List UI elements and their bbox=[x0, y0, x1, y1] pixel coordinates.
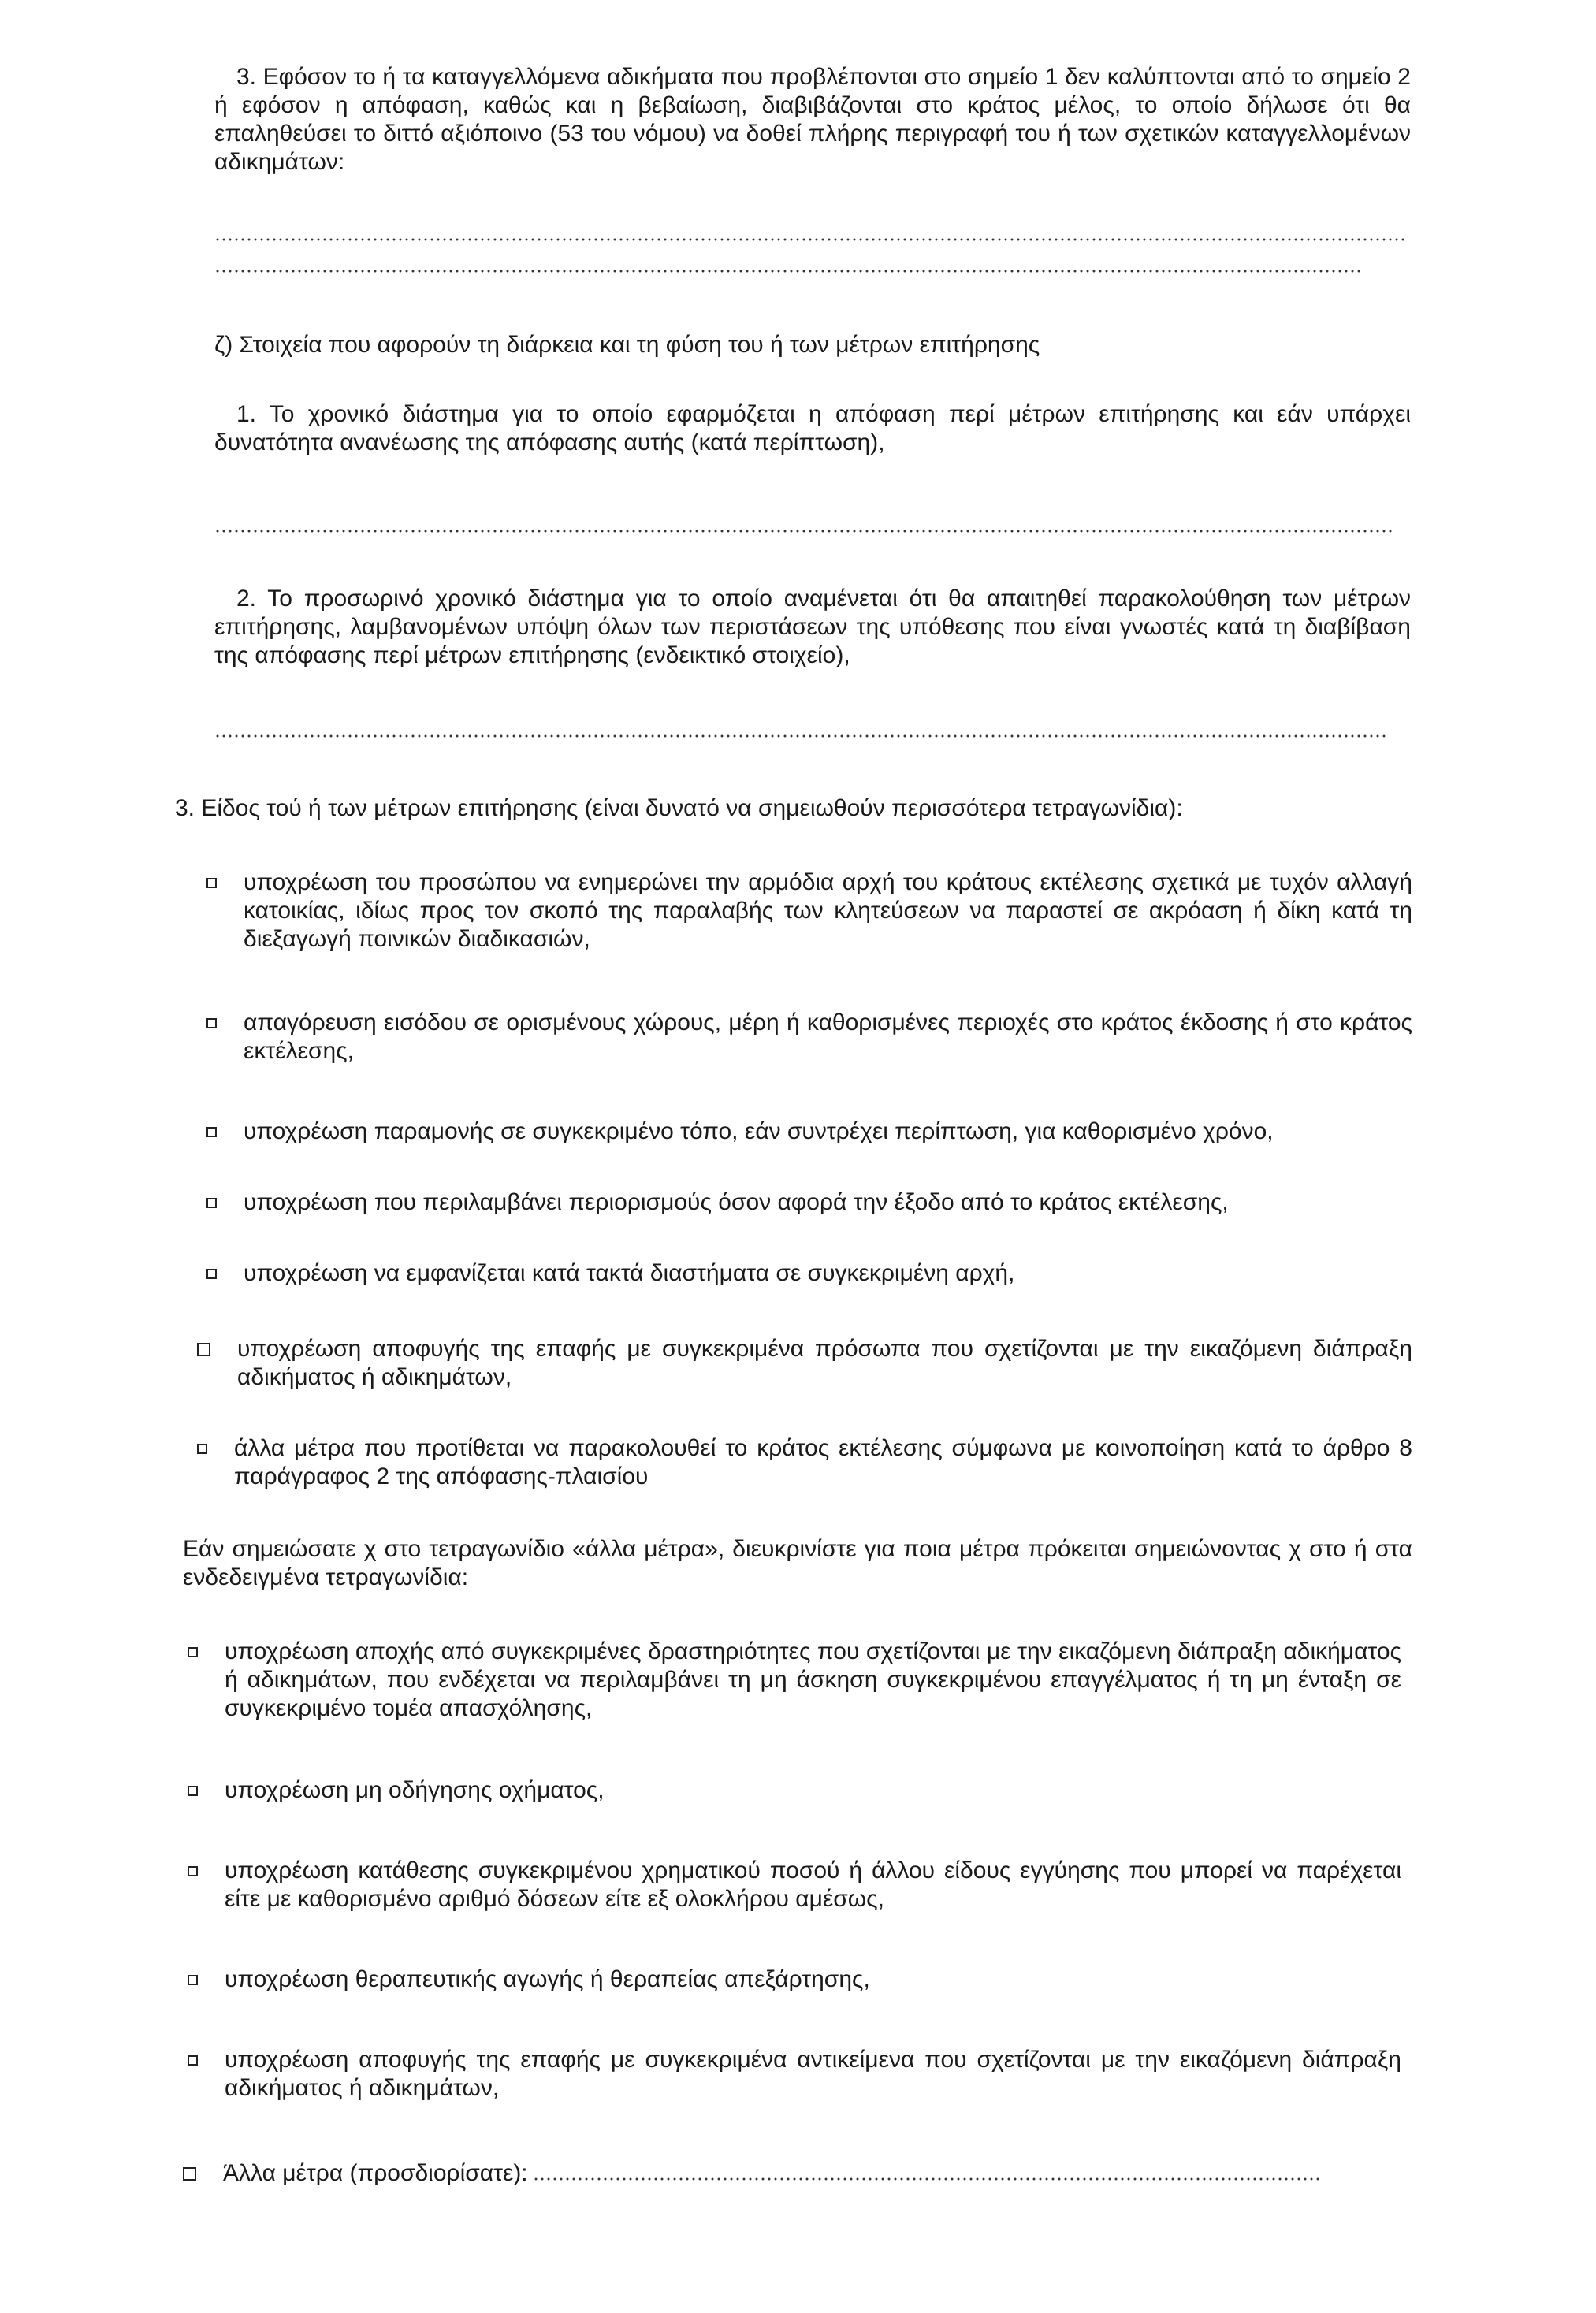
specify-other-label: Άλλα μέτρα (προσδιορίσατε): bbox=[223, 2160, 528, 2186]
measure-label: υποχρέωση να εμφανίζεται κατά τακτά διαστήματα σε συγκεκριμένη αρχή, bbox=[244, 1260, 1015, 1286]
other-measure-label: υποχρέωση μη οδήγησης οχήματος, bbox=[225, 1777, 605, 1803]
measure-label: υποχρέωση αποφυγής της επαφής με συγκεκριμένα πρόσωπα που σχετίζονται με την εικαζόμενη διάπραξη αδικήματος ή αδικημάτων, bbox=[237, 1336, 1412, 1390]
specify-other-answer-line[interactable] bbox=[533, 2177, 1321, 2181]
z-item3-heading: 3. Είδος τού ή των μέτρων επιτήρησης (είναι δυνατό να σημειωθούν περισσότερα τετραγωνίδια): bbox=[175, 795, 1183, 821]
checkbox[interactable] bbox=[206, 1198, 217, 1208]
measure-option-3[interactable] bbox=[206, 1117, 1412, 1146]
checkbox[interactable] bbox=[206, 1127, 217, 1137]
checkbox[interactable] bbox=[197, 1444, 207, 1454]
measure-option-7[interactable] bbox=[197, 1434, 1412, 1491]
checkbox[interactable] bbox=[206, 1269, 217, 1279]
other-measure-option-4[interactable] bbox=[188, 1965, 1401, 1994]
checkbox[interactable] bbox=[188, 1975, 198, 1985]
specify-other-option[interactable] bbox=[183, 2159, 1381, 2188]
measure-label: υποχρέωση του προσώπου να ενημερώνει την αρμόδια αρχή του κράτους εκτέλεσης σχετικά με τυχόν αλλαγή κατοικίας, ιδίως προς τον σκοπό της παραλαβής των κλητεύσεων να παραστεί σε ακρόαση ή δίκη κατά τη διεξαγωγή ποινικών διαδικασιών, bbox=[244, 869, 1412, 952]
measure-label: άλλα μέτρα που προτίθεται να παρακολουθεί το κράτος εκτέλεσης σύμφωνα με κοινοποίηση κατά το άρθρο 8 παράγραφος 2 της απόφασης-πλαισίου bbox=[234, 1435, 1412, 1489]
checkbox[interactable] bbox=[188, 2055, 198, 2066]
other-measure-option-2[interactable] bbox=[188, 1776, 1401, 1805]
other-measure-option-5[interactable] bbox=[188, 2046, 1401, 2103]
checkbox[interactable] bbox=[188, 1866, 198, 1876]
checkbox[interactable] bbox=[206, 878, 217, 888]
checkbox[interactable] bbox=[197, 1343, 210, 1356]
answer-line-2[interactable] bbox=[214, 530, 1392, 533]
answer-line-1b[interactable] bbox=[214, 270, 1363, 273]
measure-label: υποχρέωση παραμονής σε συγκεκριμένο τόπο, εάν συντρέχει περίπτωση, για καθορισμένο χρόνο, bbox=[244, 1118, 1274, 1144]
answer-line-3[interactable] bbox=[214, 734, 1387, 738]
other-measures-note: Εάν σημειώσατε χ στο τετραγωνίδιο «άλλα μέτρα», διευκρινίστε για ποια μέτρα πρόκειται σημειώνοντας χ στο ή στα ενδεδειγμένα τετραγωνίδια: bbox=[183, 1536, 1412, 1590]
other-measure-option-3[interactable] bbox=[188, 1857, 1401, 1913]
measure-label: υποχρέωση που περιλαμβάνει περιορισμούς όσον αφορά την έξοδο από το κράτος εκτέλεσης, bbox=[244, 1189, 1229, 1215]
measure-option-6[interactable] bbox=[197, 1335, 1412, 1392]
z-item2-paragraph: 2. Το προσωρινό χρονικό διάστημα για το οποίο αναμένεται ότι θα απαιτηθεί παρακολούθηση των μέτρων επιτήρησης, λαμβανομένων υπόψη όλων των περιστάσεων της υπόθεσης που είναι γνωστές κατά τη διαβίβαση της απόφασης περί μέτρων επιτήρησης (ενδεικτικό στοιχείο), bbox=[214, 586, 1411, 668]
measure-option-4[interactable] bbox=[206, 1188, 1412, 1217]
other-measure-label: υποχρέωση κατάθεσης συγκεκριμένου χρηματικού ποσού ή άλλου είδους εγγύησης που μπορεί να παρέχεται είτε με καθορισμένο αριθμό δόσεων είτε εξ ολοκλήρου αμέσως, bbox=[225, 1857, 1401, 1912]
item3-intro-paragraph: 3. Εφόσον το ή τα καταγγελλόμενα αδικήματα που προβλέπονται στο σημείο 1 δεν καλύπτονται από το σημείο 2 ή εφόσον η απόφαση, καθώς και η βεβαίωση, διαβιβάζονται στο κράτος μέλος, το οποίο δήλωσε ότι θα επαληθεύσει το διττό αξιόποινο (53 του νόμου) να δοθεί πλήρης περιγραφή του ή των σχετικών καταγγελλομένων αδικημάτων: bbox=[214, 64, 1411, 175]
section-z-heading: ζ) Στοιχεία που αφορούν τη διάρκεια και τη φύση του ή των μέτρων επιτήρησης bbox=[214, 332, 1040, 358]
measure-option-5[interactable] bbox=[206, 1259, 1412, 1288]
checkbox[interactable] bbox=[188, 1647, 198, 1657]
measure-label: απαγόρευση εισόδου σε ορισμένους χώρους, μέρη ή καθορισμένες περιοχές στο κράτος έκδοσης ή στο κράτος εκτέλεσης, bbox=[244, 1010, 1412, 1064]
other-measure-label: υποχρέωση αποφυγής της επαφής με συγκεκριμένα αντικείμενα που σχετίζονται με την εικαζόμενη διάπραξη αδικήματος ή αδικημάτων, bbox=[225, 2047, 1401, 2101]
answer-line-1a[interactable] bbox=[214, 238, 1404, 241]
checkbox[interactable] bbox=[188, 1786, 198, 1796]
measure-option-2[interactable] bbox=[206, 1009, 1412, 1065]
other-measure-label: υποχρέωση αποχής από συγκεκριμένες δραστηριότητες που σχετίζονται με την εικαζόμενη διάπραξη αδικήματος ή αδικημάτων, που ενδέχεται να περιλαμβάνει τη μη άσκηση συγκεκριμένου επαγγέλματος ή τη μη ένταξη σε συγκεκριμένο τομέα απασχόλησης, bbox=[225, 1638, 1401, 1721]
other-measure-label: υποχρέωση θεραπευτικής αγωγής ή θεραπείας απεξάρτησης, bbox=[225, 1966, 870, 1992]
checkbox[interactable] bbox=[183, 2167, 196, 2181]
checkbox[interactable] bbox=[206, 1018, 217, 1028]
z-item1-paragraph: 1. Το χρονικό διάστημα για το οποίο εφαρμόζεται η απόφαση περί μέτρων επιτήρησης και εάν υπάρχει δυνατότητα ανανέωσης της απόφασης αυτής (κατά περίπτωση), bbox=[214, 401, 1411, 456]
measure-option-1[interactable] bbox=[206, 868, 1412, 954]
other-measure-option-1[interactable] bbox=[188, 1638, 1401, 1723]
